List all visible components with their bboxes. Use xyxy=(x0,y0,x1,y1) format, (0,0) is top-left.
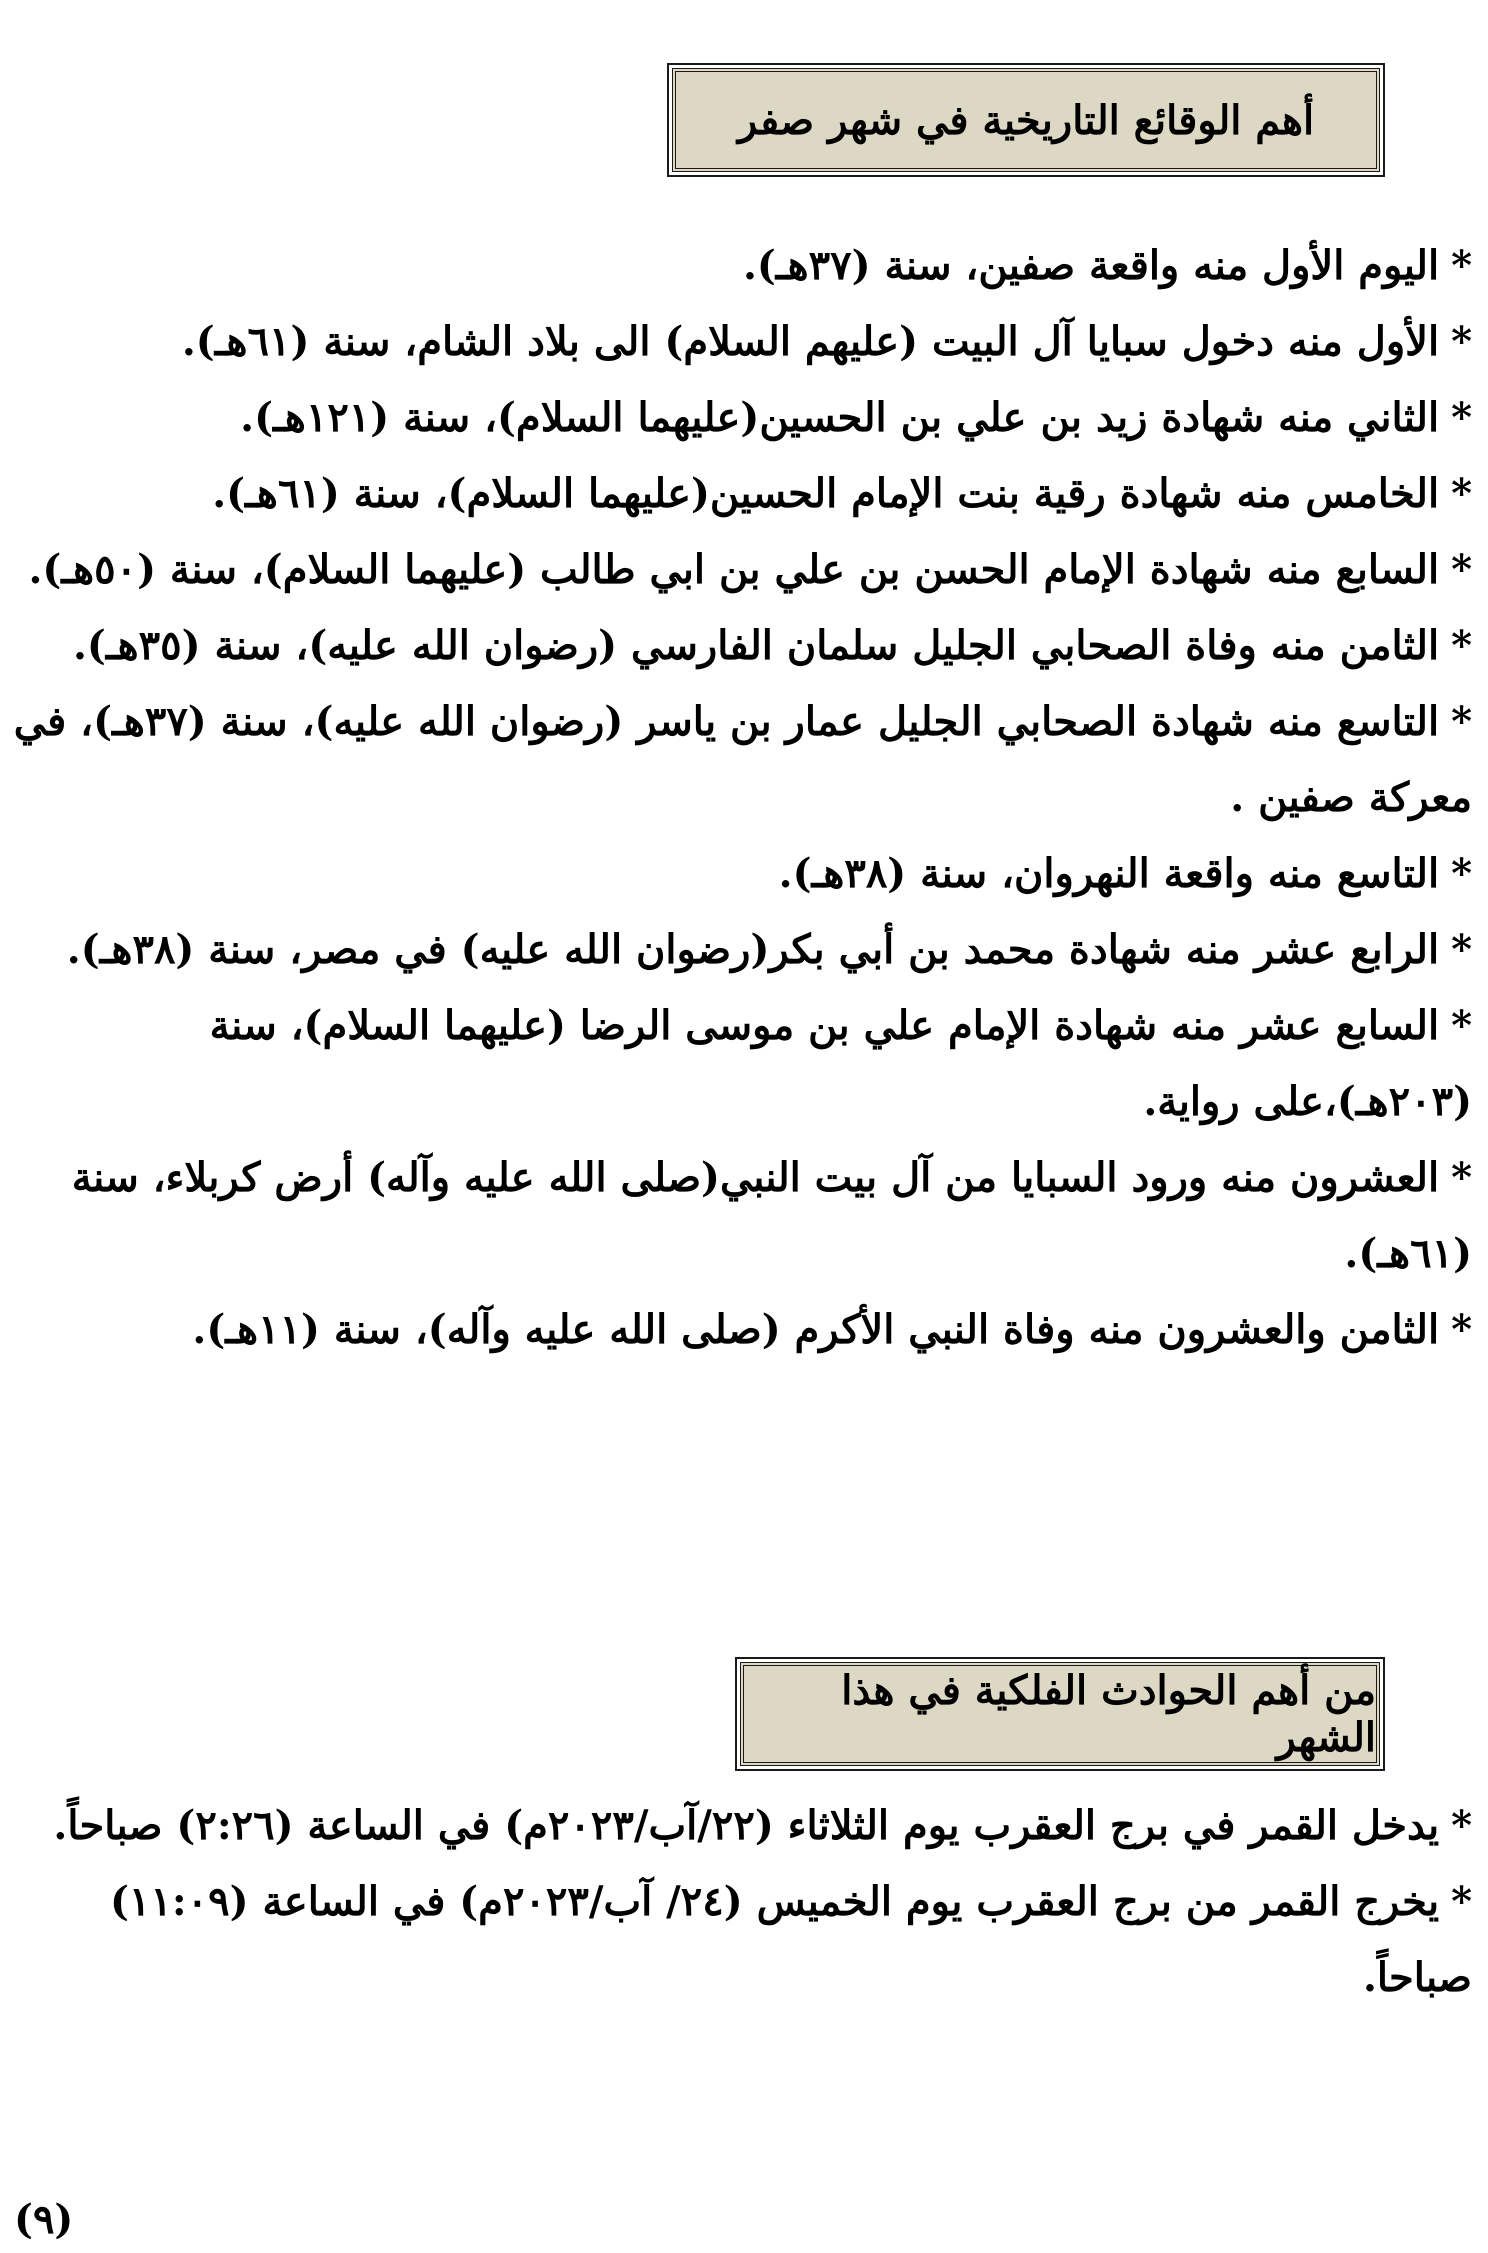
item-text: الأول منه دخول سبايا آل البيت (عليهم السلام) الى بلاد الشام، سنة (٦١هـ). xyxy=(181,318,1440,365)
bullet-star: * xyxy=(1451,1878,1472,1925)
bullet-star: * xyxy=(1451,242,1472,289)
section-title-historical-events xyxy=(672,68,1380,172)
item-text: يدخل القمر في برج العقرب يوم الثلاثاء (٢٢/آب/٢٠٢٣م) في الساعة (٢:٢٦) صباحاً. xyxy=(53,1802,1440,1849)
list-item xyxy=(12,836,1472,912)
list-item xyxy=(12,228,1472,304)
item-text: السابع منه شهادة الإمام الحسن بن علي بن ابي طالب (عليهما السلام)، سنة (٥٠هـ). xyxy=(28,546,1440,593)
item-text: يخرج القمر من برج العقرب يوم الخميس (٢٤/ آب/٢٠٢٣م) في الساعة (١١:٠٩) صباحاً. xyxy=(109,1878,1472,2001)
item-text: التاسع منه واقعة النهروان، سنة (٣٨هـ). xyxy=(778,850,1440,897)
section-title-astronomical-events xyxy=(740,1662,1380,1766)
item-text: الثامن والعشرون منه وفاة النبي الأكرم (صلى الله عليه وآله)، سنة (١١هـ). xyxy=(192,1306,1440,1353)
bullet-star: * xyxy=(1451,622,1472,669)
list-item xyxy=(12,1788,1472,1864)
section-title-text: من أهم الحوادث الفلكية في هذا الشهر xyxy=(841,1667,1376,1761)
item-text: السابع عشر منه شهادة الإمام علي بن موسى الرضا (عليهما السلام)، سنة (٢٠٣هـ)،على رواية. xyxy=(209,1002,1472,1125)
list-item xyxy=(12,988,1472,1140)
bullet-star: * xyxy=(1451,1154,1472,1201)
bullet-star: * xyxy=(1451,1002,1472,1049)
list-item xyxy=(12,532,1472,608)
list-item xyxy=(12,380,1472,456)
section-title-text: أهم الوقائع التاريخية في شهر صفر xyxy=(737,96,1315,144)
list-item xyxy=(12,1140,1472,1292)
item-text: اليوم الأول منه واقعة صفين، سنة (٣٧هـ). xyxy=(742,242,1440,289)
bullet-star: * xyxy=(1451,394,1472,441)
bullet-star: * xyxy=(1451,926,1472,973)
list-item xyxy=(12,912,1472,988)
list-item xyxy=(12,608,1472,684)
list-item xyxy=(12,684,1472,836)
item-text: الثاني منه شهادة زيد بن علي بن الحسين(عليهما السلام)، سنة (١٢١هـ). xyxy=(240,394,1440,441)
bullet-star: * xyxy=(1451,698,1472,745)
item-text: العشرون منه ورود السبايا من آل بيت النبي(صلى الله عليه وآله) أرض كربلاء، سنة (٦١هـ). xyxy=(71,1154,1472,1277)
list-item xyxy=(12,304,1472,380)
item-text: الرابع عشر منه شهادة محمد بن أبي بكر(رضوان الله عليه) في مصر، سنة (٣٨هـ). xyxy=(66,926,1440,973)
bullet-star: * xyxy=(1451,318,1472,365)
bullet-star: * xyxy=(1451,546,1472,593)
astronomical-events-list xyxy=(12,1788,1472,2016)
historical-events-list xyxy=(12,228,1472,1368)
bullet-star: * xyxy=(1451,470,1472,517)
item-text: الخامس منه شهادة رقية بنت الإمام الحسين(عليهما السلام)، سنة (٦١هـ). xyxy=(212,470,1440,517)
bullet-star: * xyxy=(1451,1306,1472,1353)
list-item xyxy=(12,456,1472,532)
list-item xyxy=(12,1864,1472,2016)
item-text: الثامن منه وفاة الصحابي الجليل سلمان الفارسي (رضوان الله عليه)، سنة (٣٥هـ). xyxy=(72,622,1440,669)
list-item xyxy=(12,1292,1472,1368)
bullet-star: * xyxy=(1451,1802,1472,1849)
item-text: التاسع منه شهادة الصحابي الجليل عمار بن ياسر (رضوان الله عليه)، سنة (٣٧هـ)، في معركة صفين . xyxy=(13,698,1472,821)
bullet-star: * xyxy=(1451,850,1472,897)
page-number: (٩) xyxy=(14,2196,74,2243)
